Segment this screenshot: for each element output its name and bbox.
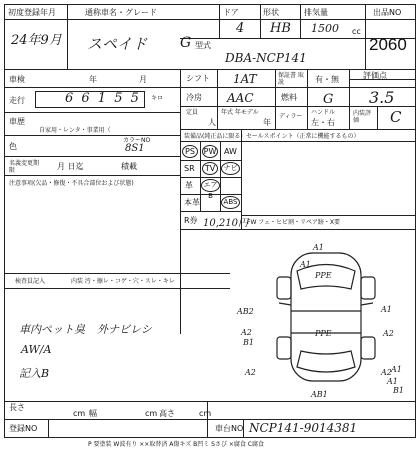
mark-ppe-roof: PPE: [315, 329, 332, 338]
inspection-year: 年: [89, 75, 97, 84]
chassis-label: 車台NO: [215, 424, 244, 433]
footer-legend: P 要塗装 W波有り ××取替済 A傷キズ B凹ミ Sさび ×腐食 C腐食: [88, 441, 264, 448]
model-value: DBA-NCP141: [225, 51, 307, 65]
inspector-label: 検査員記入: [15, 278, 46, 285]
mileage-value: 6 6 1 5 5: [65, 91, 141, 106]
warranty-value: 有・無: [315, 75, 339, 84]
equip-tv: TV: [202, 162, 218, 175]
shift-value: 1AT: [233, 72, 257, 86]
color-label: 色: [9, 142, 17, 151]
loading-label: 積載: [121, 162, 137, 171]
recycle-value: 10,210円: [203, 218, 248, 229]
capacity-unit: 人: [208, 118, 216, 127]
reg-no-label: 登録NO: [9, 424, 38, 433]
score-value: 3.5: [369, 88, 395, 107]
note-3: AW/A: [21, 343, 52, 356]
interior-label: 内装評価: [353, 110, 372, 124]
doors-label: ドア: [223, 8, 239, 17]
mark-b1-lower-right: B1: [393, 386, 404, 395]
equip-aw: AW: [224, 147, 237, 156]
name-grade-label: 通称車名・グレード: [85, 8, 157, 17]
mileage-label: 走行: [9, 96, 25, 105]
equip-abs: ABS: [221, 196, 240, 209]
equip-pw: PW: [203, 147, 217, 156]
width-label: 幅: [89, 409, 97, 418]
color-code-value: 8S1: [125, 143, 145, 154]
mark-a2-right: A2: [383, 329, 394, 338]
name-change-date: 月 日迄: [57, 162, 84, 171]
history-options: 自家用・レンタ・事業用（: [39, 127, 111, 134]
name-change-label: 名義変更期限: [9, 160, 40, 174]
width-unit: cm: [145, 409, 158, 418]
mark-a2-lower-left: A2: [245, 368, 256, 377]
note-2: 外ナビレシ: [97, 323, 152, 336]
capacity-label: 定員: [186, 109, 199, 116]
grade-value: G: [180, 35, 192, 51]
history-label: 車歴: [9, 117, 25, 126]
dealer-label: ディラー: [279, 113, 303, 120]
fuel-value: G: [323, 92, 334, 107]
sales-point-label: セールスポイント（正常に機能するもの）: [246, 133, 360, 140]
equip-leather: 革: [185, 181, 193, 190]
equipment-title: 装備品(純正品に限る): [184, 133, 243, 140]
color-code-label: カラーNO: [123, 137, 151, 144]
note-1: 車内ペット臭: [19, 323, 85, 336]
score-label: 評価点: [363, 71, 387, 80]
inspection-label: 車検: [9, 75, 25, 84]
year-model-unit: 年: [263, 118, 271, 127]
mark-a2-lower-right: A2: [381, 368, 392, 377]
shape-value: HB: [270, 21, 291, 36]
lot-label: 出品NO: [373, 8, 402, 17]
main-book-label: 本革: [184, 198, 200, 207]
handle-value: 左・右: [311, 118, 335, 127]
mileage-unit: キロ: [151, 95, 164, 102]
displacement-unit: cc: [352, 27, 361, 36]
model-label: 型式: [195, 41, 211, 50]
year-model-label: 年式 年モデル: [221, 109, 259, 116]
chassis-value: NCP141-9014381: [249, 421, 358, 435]
mark-ab1-rear: AB1: [311, 390, 328, 399]
height-unit: cm: [199, 409, 212, 418]
ac-value: AAC: [227, 91, 254, 105]
note-4: 記入B: [19, 367, 50, 380]
shape-label: 形状: [263, 8, 279, 17]
mark-ppe-hood: PPE: [315, 271, 332, 280]
mark-a1-right: A1: [381, 305, 392, 314]
equip-sr: SR: [184, 164, 195, 173]
length-unit: cm: [73, 409, 86, 418]
displacement-label: 排気量: [304, 8, 328, 17]
bottom-legend: FW フェ・ヒビ割・リペア跡・X要: [247, 219, 340, 226]
doors-value: 4: [236, 21, 245, 36]
car-name-value: スペイド: [87, 35, 148, 53]
length-label: 長さ: [9, 403, 25, 412]
caution-label: 注意事項(欠品・修復・不具合部位および状態): [9, 180, 134, 187]
inspection-month: 月: [139, 75, 147, 84]
recycle-label: R券: [184, 216, 198, 225]
mark-a1-lower-right: A1: [387, 377, 398, 386]
equip-airbag: エアB: [201, 179, 220, 192]
mark-a1-top: A1: [313, 243, 324, 252]
displacement-value: 1500: [311, 22, 339, 35]
first-reg-label: 初度登録年月: [8, 8, 56, 17]
interior-value: C: [390, 108, 402, 126]
fuel-label: 燃料: [281, 93, 297, 102]
auction-sheet: [4, 4, 416, 438]
mark-ab2: AB2: [237, 307, 254, 316]
ac-label: 冷房: [186, 93, 202, 102]
height-label: 高さ: [159, 409, 175, 418]
equip-navi: ナビ: [221, 162, 240, 175]
lot-value: 2060: [369, 35, 407, 54]
handle-label: ハンドル: [311, 109, 336, 116]
warranty-label: 保証書 取説: [278, 72, 304, 86]
mark-b1-left: B1: [243, 338, 254, 347]
equip-ps: PS: [182, 145, 198, 158]
mark-a1-lower-right2: A1: [391, 365, 402, 374]
mark-a1-top2: A1: [300, 260, 311, 269]
first-reg-value: 24年9月: [11, 33, 62, 48]
inspector-options: 内装 汚・擦レ・コゲ・穴・スレ・キレ: [71, 278, 175, 285]
shift-label: シフト: [186, 74, 210, 83]
mark-a2-left: A2: [241, 328, 252, 337]
